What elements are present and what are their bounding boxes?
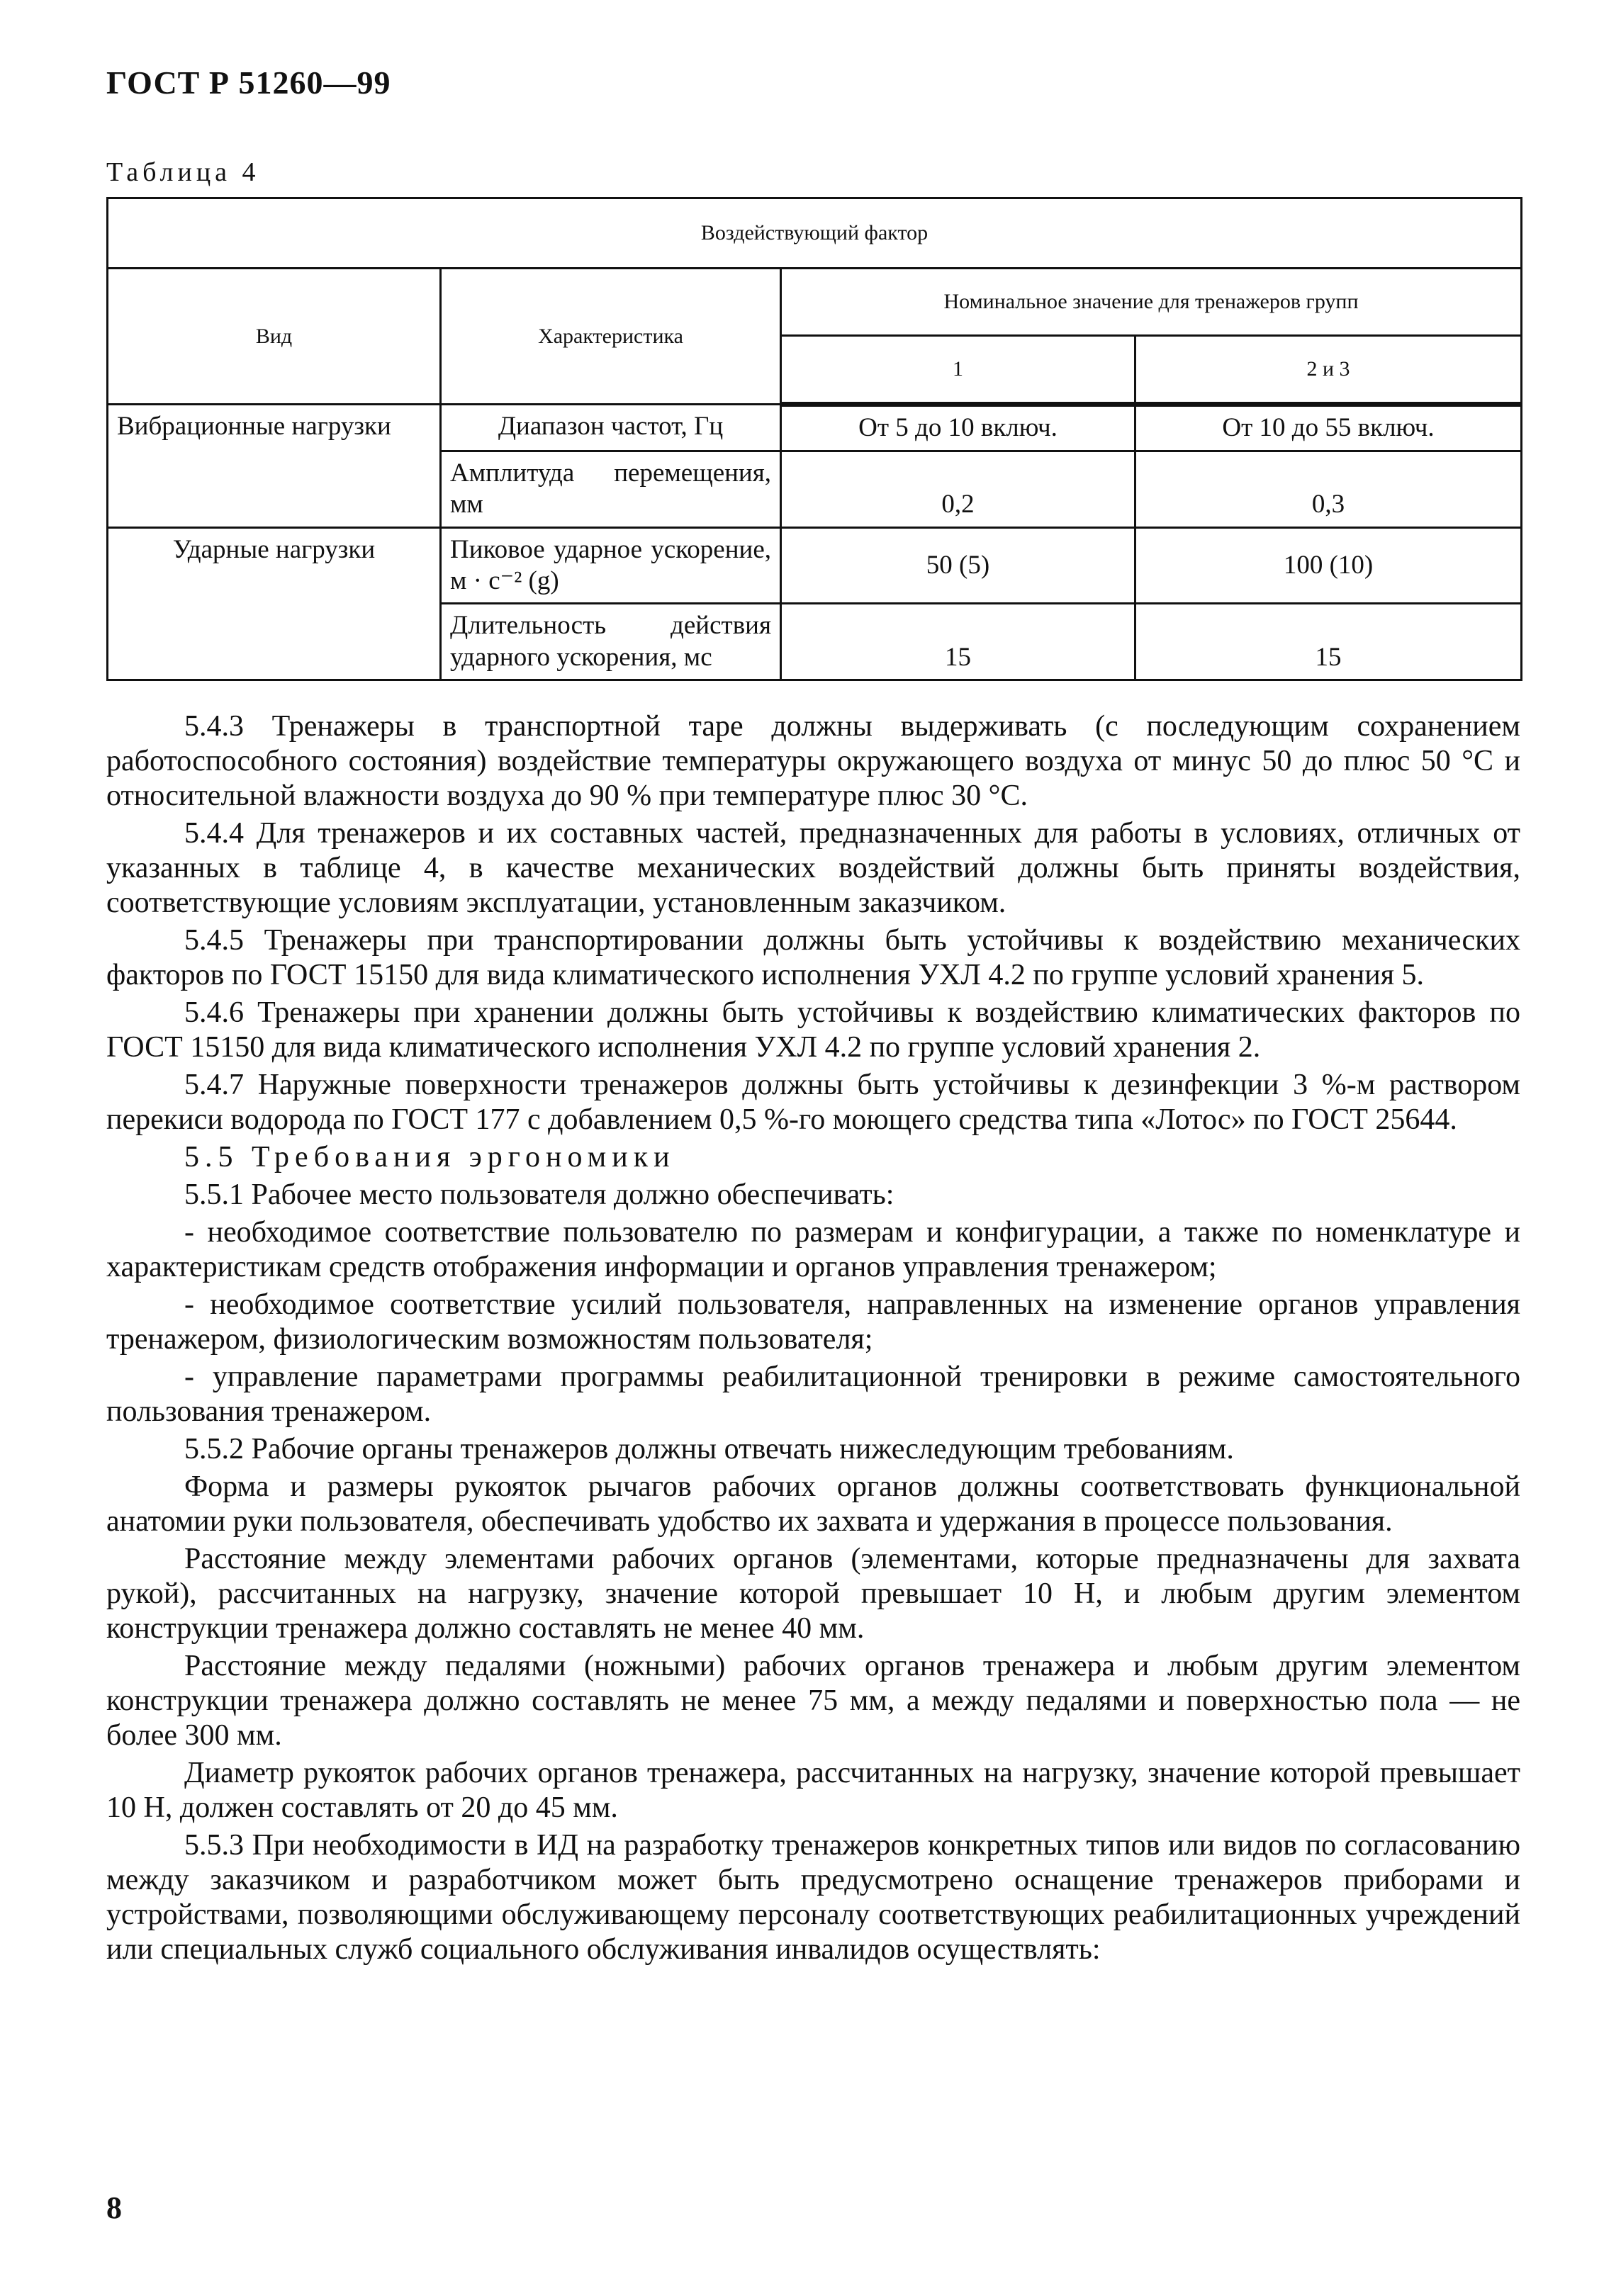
- cell-group-1: 15: [781, 604, 1135, 680]
- paragraph: Форма и размеры рукояток рычагов рабочих органов должны соответствовать функциональной анатомии руки пользователя, обеспечивать удобство их захвата и удержания в процессе пользования.: [106, 1470, 1520, 1538]
- table-row: [108, 527, 1522, 604]
- cell-kind: Ударные нагрузки: [108, 527, 441, 680]
- table-header-row: [108, 269, 1522, 336]
- header-group-2-3: 2 и 3: [1135, 336, 1522, 405]
- cell-characteristic: Пиковое ударное ускорение, м · с⁻² (g): [441, 527, 781, 604]
- paragraph: Расстояние между педалями (ножными) рабочих органов тренажера и любым другим элементом конструкции тренажера должно составлять не менее 75 мм, а между педалями и поверхностью пола — не более 300 мм.: [106, 1650, 1520, 1752]
- body-text: [106, 709, 1520, 1967]
- cell-group-1: 50 (5): [781, 527, 1135, 604]
- cell-group-2-3: От 10 до 55 включ.: [1135, 405, 1522, 451]
- paragraph: 5.4.4 Для тренажеров и их составных частей, предназначенных для работы в условиях, отличных от указанных в таблице 4, в качестве механических воздействий должны быть приняты воздействия, соответствующие условиям эксплуатации, установленным заказчиком.: [106, 817, 1520, 920]
- cell-characteristic: Длительность действия ударного ускорения, мс: [441, 604, 781, 680]
- list-item: - управление параметрами программы реабилитационной тренировки в режиме самостоятельного пользования тренажером.: [106, 1361, 1520, 1429]
- header-characteristic: Характеристика: [441, 269, 781, 405]
- paragraph: 5.5.1 Рабочее место пользователя должно обеспечивать:: [184, 1178, 894, 1212]
- table-row: [108, 405, 1522, 451]
- header-kind: Вид: [108, 269, 441, 405]
- paragraph: 5.4.5 Тренажеры при транспортировании должны быть устойчивы к воздействию механических факторов по ГОСТ 15150 для вида климатического исполнения УХЛ 4.2 по группе условий хранения 5.: [106, 924, 1520, 992]
- section-heading: 5.5 Требования эргономики: [184, 1141, 675, 1174]
- paragraph: 5.5.3 При необходимости в ИД на разработку тренажеров конкретных типов или видов по согласованию между заказчиком и разработчиком может быть предусмотрено оснащение тренажеров приборами и устройствами, позволяющими обслуживающему персоналу соответствующих реабилитационных учреждений или специальных служб социального обслуживания инвалидов осуществлять:: [106, 1829, 1520, 1966]
- list-item: - необходимое соответствие усилий пользователя, направленных на изменение органов управления тренажером, физиологическим возможностям пользователя;: [106, 1288, 1520, 1356]
- cell-group-2-3: 100 (10): [1135, 527, 1522, 604]
- cell-characteristic: Диапазон частот, Гц: [441, 405, 781, 451]
- cell-group-1: От 5 до 10 включ.: [781, 405, 1135, 451]
- paragraph: 5.5.2 Рабочие органы тренажеров должны отвечать нижеследующим требованиям.: [184, 1433, 1234, 1466]
- cell-group-2-3: 15: [1135, 604, 1522, 680]
- cell-group-2-3: 0,3: [1135, 451, 1522, 527]
- paragraph: 5.4.3 Тренажеры в транспортной таре должны выдерживать (с последующим сохранением работоспособного состояния) воздействие температуры окружающего воздуха от минус 50 до плюс 50 °С и относительной влажности воздуха до 90 % при температуре плюс 30 °С.: [106, 710, 1520, 813]
- paragraph: 5.4.6 Тренажеры при хранении должны быть устойчивы к воздействию климатических факторов по ГОСТ 15150 для вида климатического исполнения УХЛ 4.2 по группе условий хранения 2.: [106, 996, 1520, 1064]
- cell-group-1: 0,2: [781, 451, 1135, 527]
- paragraph: Расстояние между элементами рабочих органов (элементами, которые предназначены для захвата рукой), рассчитанных на нагрузку, значение которой превышает 10 Н, и любым другим элементом конструкции тренажера должно составлять не менее 40 мм.: [106, 1543, 1520, 1645]
- factors-table: [106, 197, 1522, 681]
- list-item: - необходимое соответствие пользователю по размерам и конфигурации, а также по номенклатуре и характеристикам средств отображения информации и органов управления тренажером;: [106, 1216, 1520, 1284]
- document-code: ГОСТ Р 51260—99: [106, 64, 391, 101]
- cell-kind: Вибрационные нагрузки: [108, 405, 441, 527]
- header-nominal-value: Номинальное значение для тренажеров групп: [781, 269, 1522, 336]
- page-number: 8: [106, 2190, 122, 2225]
- cell-characteristic: Амплитуда перемещения, мм: [441, 451, 781, 527]
- table-header-row: [108, 198, 1522, 269]
- paragraph: Диаметр рукояток рабочих органов тренажера, рассчитанных на нагрузку, значение которой превышает 10 Н, должен составлять от 20 до 45 мм.: [106, 1757, 1520, 1825]
- table-caption: Таблица 4: [106, 157, 260, 187]
- header-group-1: 1: [781, 336, 1135, 405]
- paragraph: 5.4.7 Наружные поверхности тренажеров должны быть устойчивы к дезинфекции 3 %-м раствором перекиси водорода по ГОСТ 177 с добавлением 0,5 %-го моющего средства типа «Лотос» по ГОСТ 25644.: [106, 1069, 1520, 1137]
- header-acting-factor: Воздействующий фактор: [108, 198, 1522, 269]
